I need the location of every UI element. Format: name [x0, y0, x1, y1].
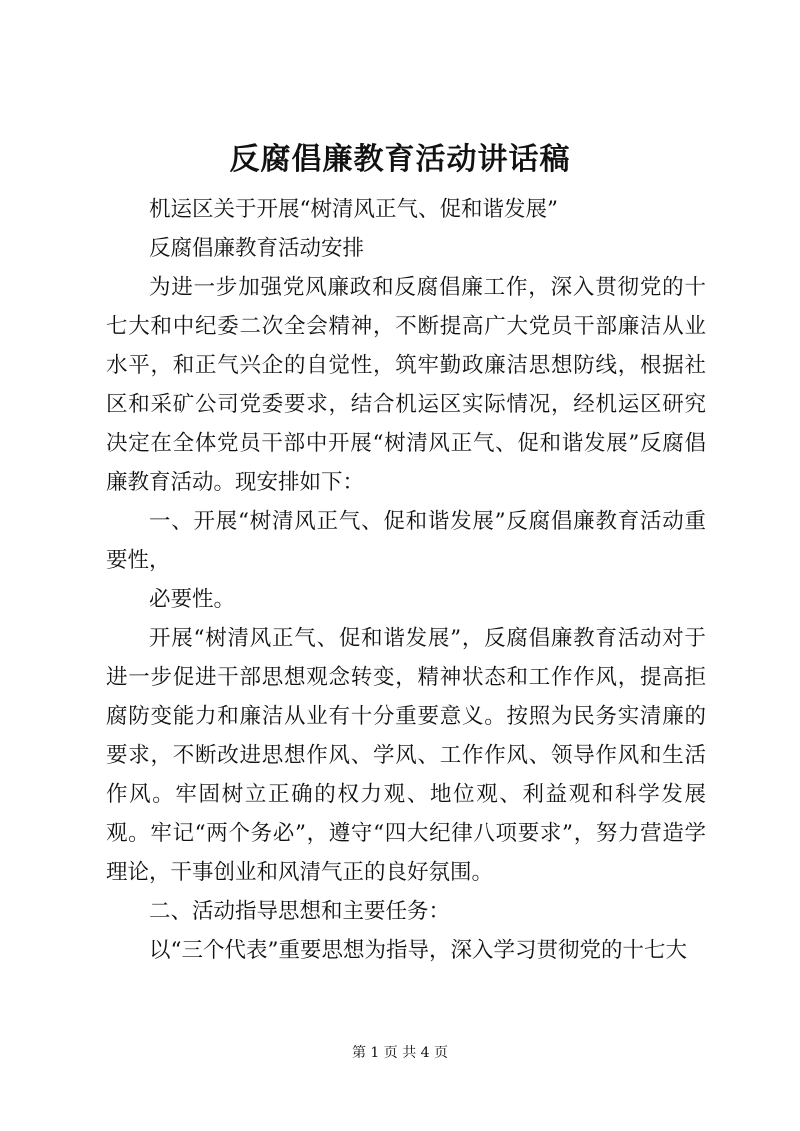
- paragraph: 以“三个代表”重要思想为指导，深入学习贯彻党的十七大: [149, 938, 687, 963]
- document-title: 反腐倡廉教育活动讲话稿: [229, 142, 571, 177]
- paragraph: 开展“树清风正气、促和谐发展”，反腐倡廉教育活动对于进一步促进干部思想观念转变，精神状态和工作作风，提高拒腐防变能力和廉洁从业有十分重要意义。按照为民务实清廉的要求，不断改进思想作风、学风、工作作风、领导作风和生活作风。牢固树立正确的权力观、地位观、利益观和科学发展观。牢记“两个务必”，遵守“四大纪律八项要求”，努力营造学理论，干事创业和风清气正的良好氛围。: [106, 626, 706, 885]
- paragraph: 反腐倡廉教育活动安排: [149, 236, 365, 261]
- paragraph: 必要性。: [149, 587, 236, 612]
- paragraph: 二、活动指导思想和主要任务：: [149, 899, 451, 924]
- paragraph: 机运区关于开展“树清风正气、促和谐发展”: [149, 197, 558, 222]
- page-footer: 第 1 页 共 4 页: [351, 1045, 449, 1061]
- paragraph: 为进一步加强党风廉政和反腐倡廉工作，深入贯彻党的十七大和中纪委二次全会精神，不断提高广大党员干部廉洁从业水平，和正气兴企的自觉性，筑牢勤政廉洁思想防线，根据社区和采矿公司党委要求，结合机运区实际情况，经机运区研究决定在全体党员干部中开展“树清风正气、促和谐发展”反腐倡廉教育活动。现安排如下：: [106, 275, 706, 495]
- document-body: [106, 190, 706, 970]
- paragraph: 一、开展“树清风正气、促和谐发展”反腐倡廉教育活动重要性，: [106, 509, 706, 573]
